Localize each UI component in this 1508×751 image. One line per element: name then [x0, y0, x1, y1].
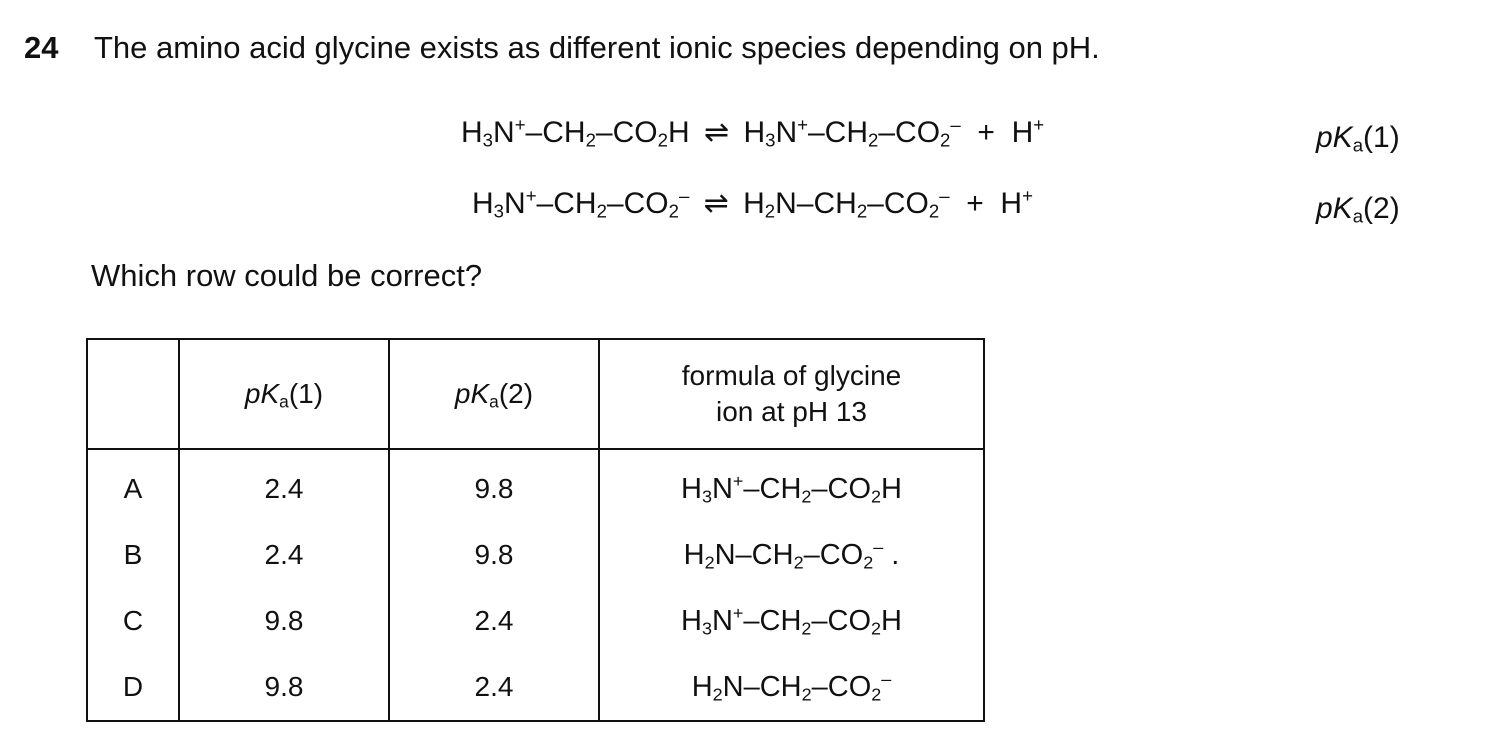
formula-cell: $H_3N^+-CH_2-CO_2H$ [599, 449, 984, 522]
option-label: B [87, 522, 179, 588]
table-row[interactable] [87, 588, 984, 654]
header-pka2: $pK_a(2)$ [389, 339, 599, 449]
question-text: The amino acid glycine exists as different ionic species depending on pH. [94, 30, 1100, 65]
equilibrium-arrow-icon: ⇌ [703, 187, 729, 220]
pka2-value: 9.8 [389, 449, 599, 522]
equilibrium-1 [461, 115, 1044, 150]
pka1-value: 9.8 [179, 654, 389, 721]
pka2-value: 9.8 [389, 522, 599, 588]
option-label: C [87, 588, 179, 654]
table-row[interactable] [87, 654, 984, 721]
formula-cell: $H_2N-CH_2-CO_2^-$ . [599, 522, 984, 588]
pka1-value: 9.8 [179, 588, 389, 654]
eq1-products: $H_3N^+-CH_2-CO_2^- + H^+$ [743, 113, 1045, 151]
question-prompt: Which row could be correct? [91, 258, 483, 293]
answer-table [86, 338, 985, 722]
eq2-products: $H_2N-CH_2-CO_2^- + H^+$ [743, 184, 1033, 222]
header-pka1: $pK_a(1)$ [179, 339, 389, 449]
eq1-pka-label: $pK_a(1)$ [1316, 121, 1400, 156]
table-header-row [87, 339, 984, 449]
equilibrium-arrow-icon: ⇌ [703, 116, 730, 149]
table-row[interactable] [87, 522, 984, 588]
eq2-pka-label: $pK_a(2)$ [1316, 192, 1400, 227]
pka2-value: 2.4 [389, 588, 599, 654]
table-row[interactable] [87, 449, 984, 522]
equilibrium-2 [472, 186, 1033, 221]
pka1-value: 2.4 [179, 449, 389, 522]
header-option [87, 339, 179, 449]
eq1-reactant: $H_3N^+-CH_2-CO_2H$ [461, 113, 690, 151]
pka2-value: 2.4 [389, 654, 599, 721]
question-number: 24 [24, 30, 59, 65]
eq2-reactant: $H_3N^+-CH_2-CO_2^-$ [472, 184, 690, 222]
option-label: D [87, 654, 179, 721]
formula-cell: $H_2N-CH_2-CO_2^-$ [599, 654, 984, 721]
pka1-value: 2.4 [179, 522, 389, 588]
option-label: A [87, 449, 179, 522]
formula-cell: $H_3N^+-CH_2-CO_2H$ [599, 588, 984, 654]
header-formula: formula of glycine ion at pH 13 [599, 339, 984, 449]
